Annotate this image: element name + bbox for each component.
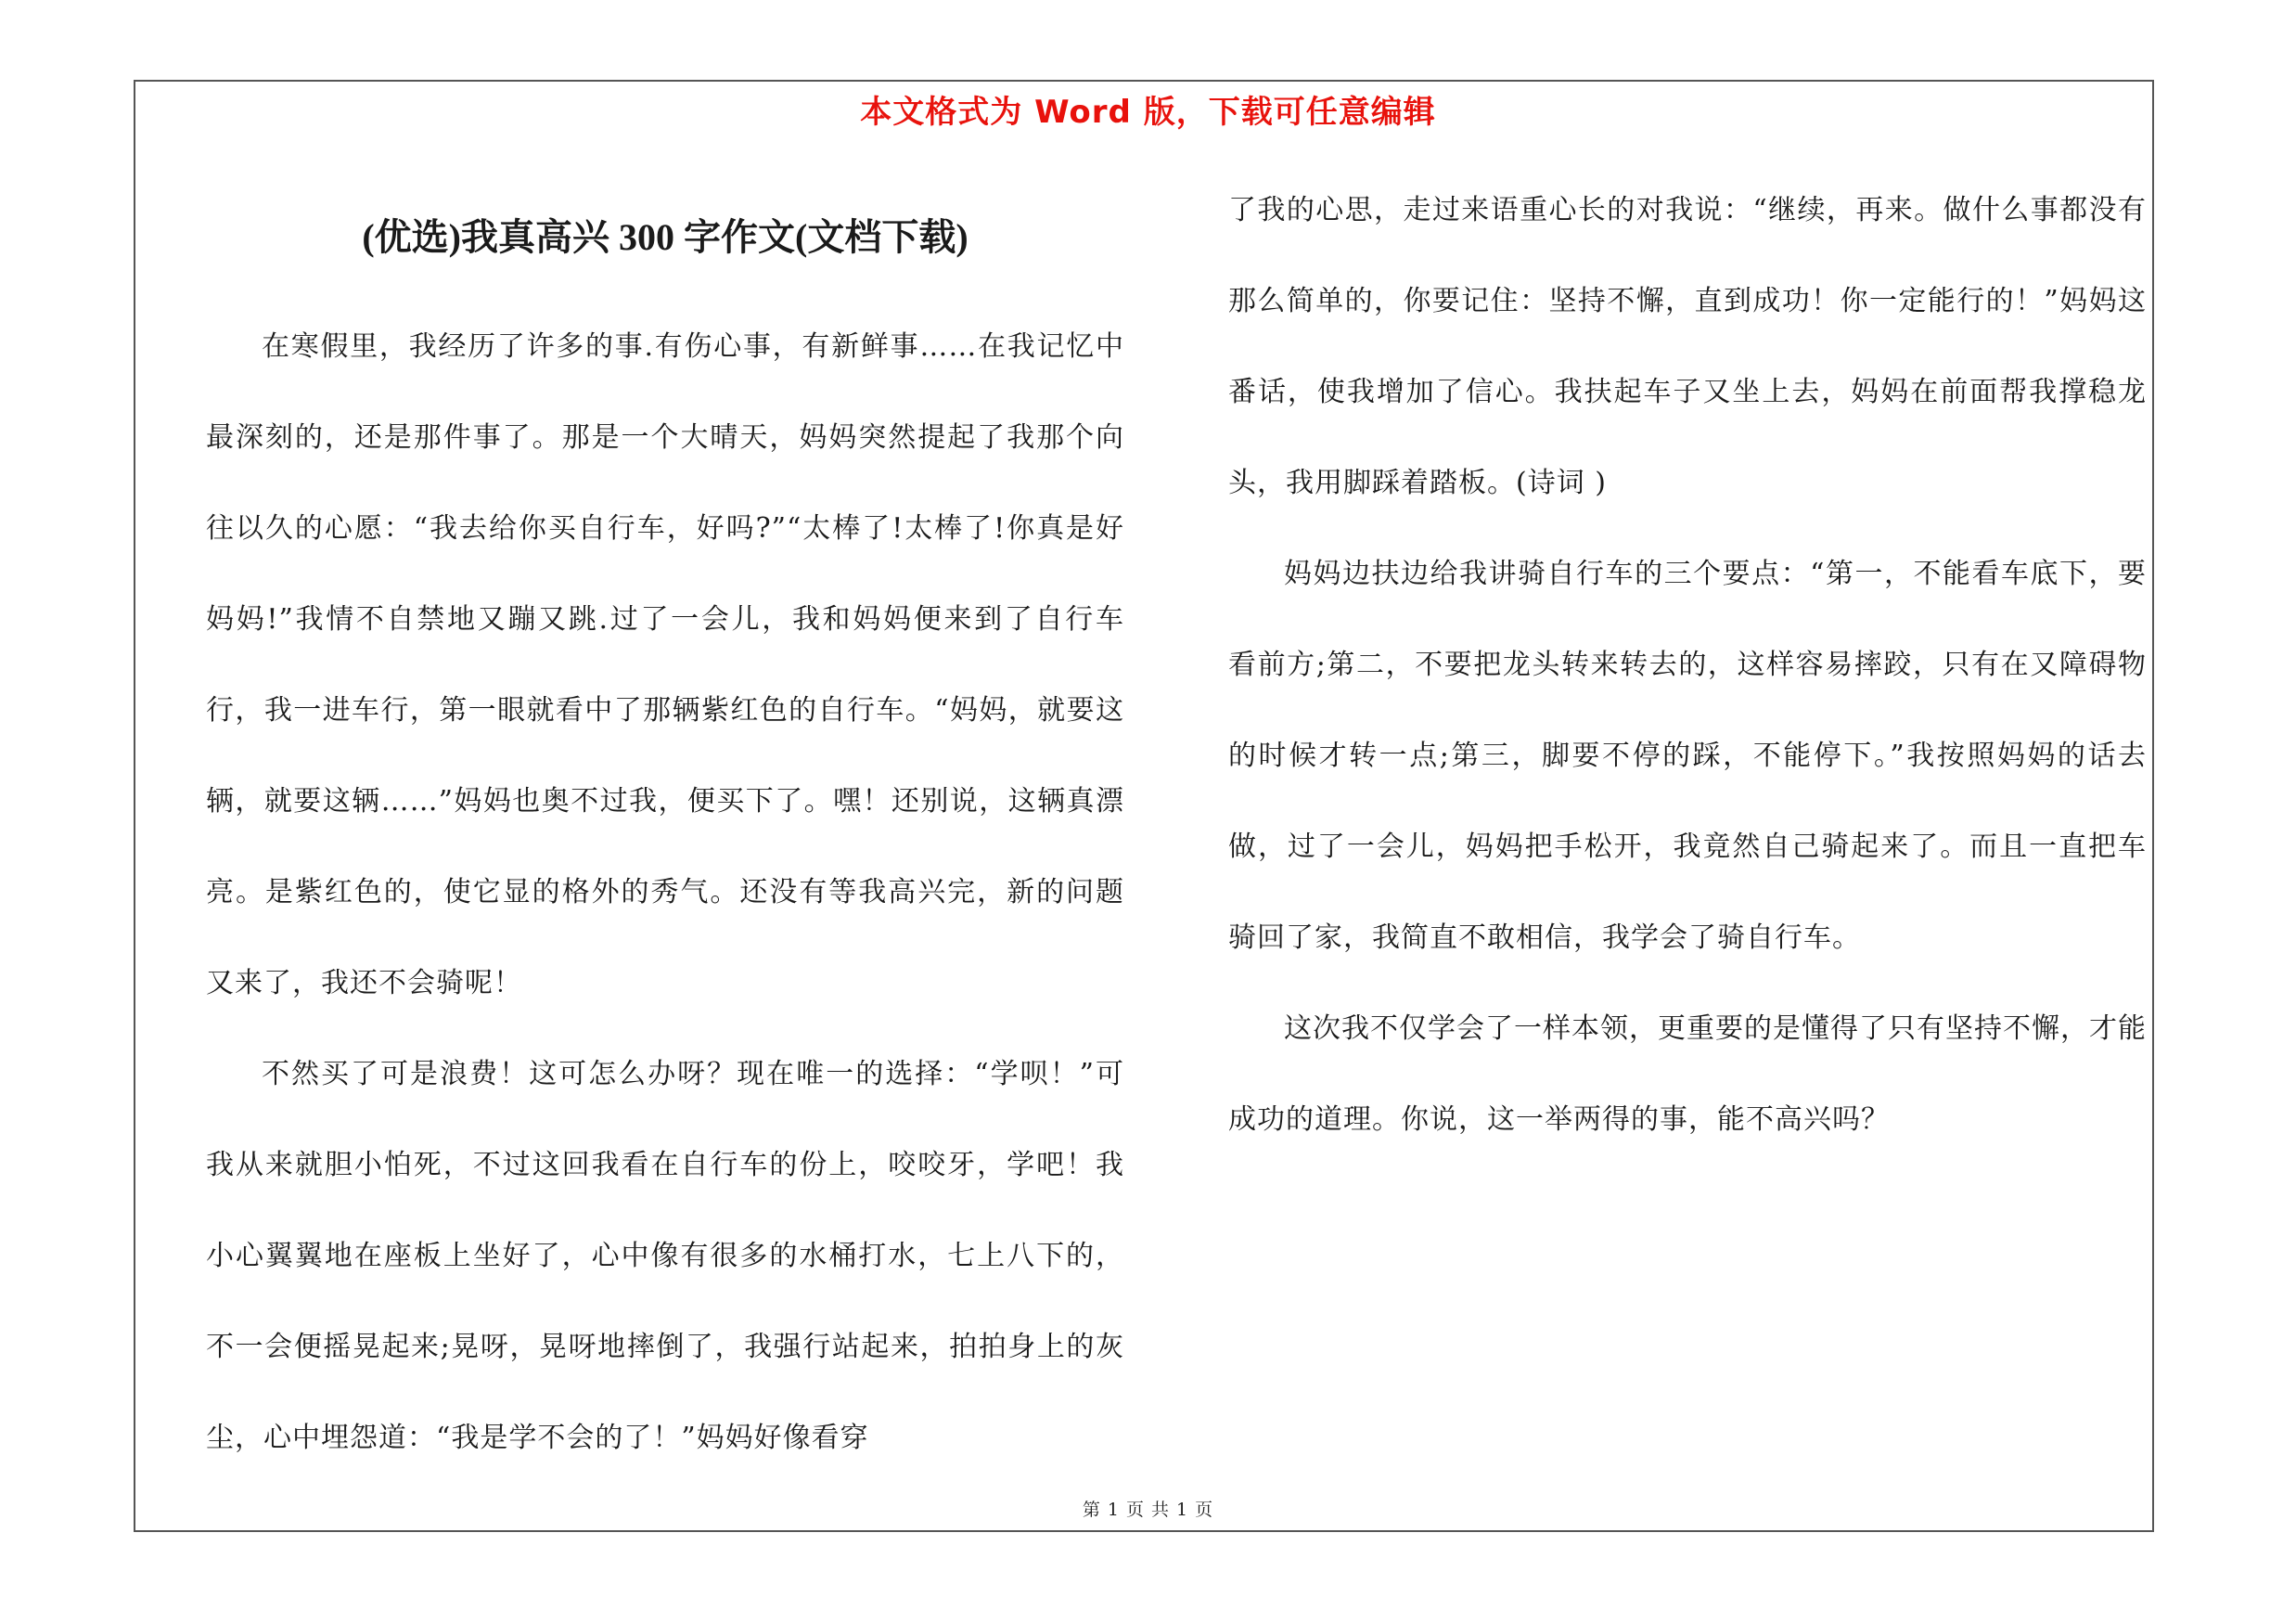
paragraph: 这次我不仅学会了一样本领，更重要的是懂得了只有坚持不懈，才能成功的道理。你说，这一举两得的事，能不高兴吗？ [1228, 1012, 2147, 1136]
document-title: (优选)我真高兴 300 字作文(文档下载) [362, 216, 968, 258]
paragraph-continued: 了我的心思，走过来语重心长的对我说：“继续，再来。做什么事都没有那么简单的，你要记住：坚持不懈，直到成功！你一定能行的！”妈妈这番话，使我增加了信心。我扶起车子又坐上去，妈妈在前面帮我撑稳龙头，我用脚踩着踏板。(诗词 ) [1228, 194, 2147, 499]
right-text-column [1228, 165, 2147, 1166]
format-notice-banner: 本文格式为 Word 版，下载可任意编辑 [860, 94, 1436, 131]
paragraph: 在寒假里，我经历了许多的事.有伤心事，有新鲜事……在我记忆中最深刻的，还是那件事了。那是一个大晴天，妈妈突然提起了我那个向往以久的心愿：“我去给你买自行车，好吗?”“太棒了!太棒了!你真是好妈妈!”我情不自禁地又蹦又跳.过了一会儿，我和妈妈便来到了自行车行，我一进车行，第一眼就看中了那辆紫红色的自行车。“妈妈，就要这辆，就要这辆……”妈妈也奥不过我，便买下了。嘿！还别说，这辆真漂亮。是紫红色的，使它显的格外的秀气。还没有等我高兴完，新的问题又来了，我还不会骑呢！ [206, 330, 1124, 999]
page-number-footer: 第 1 页 共 1 页 [1082, 1500, 1214, 1520]
left-text-column [206, 302, 1124, 1484]
paragraph: 妈妈边扶边给我讲骑自行车的三个要点：“第一，不能看车底下，要看前方;第二，不要把龙头转来转去的，这样容易摔跤，只有在又障碍物的时候才转一点;第三，脚要不停的踩，不能停下。”我按照妈妈的话去做，过了一会儿，妈妈把手松开，我竟然自己骑起来了。而且一直把车骑回了家，我简直不敢相信，我学会了骑自行车。 [1228, 558, 2147, 954]
paragraph: 不然买了可是浪费！这可怎么办呀？现在唯一的选择：“学呗！”可我从来就胆小怕死，不过这回我看在自行车的份上，咬咬牙，学吧！我小心翼翼地在座板上坐好了，心中像有很多的水桶打水，七上八下的，不一会便摇晃起来;晃呀，晃呀地摔倒了，我强行站起来，拍拍身上的灰尘，心中埋怨道：“我是学不会的了！”妈妈好像看穿 [206, 1058, 1124, 1454]
